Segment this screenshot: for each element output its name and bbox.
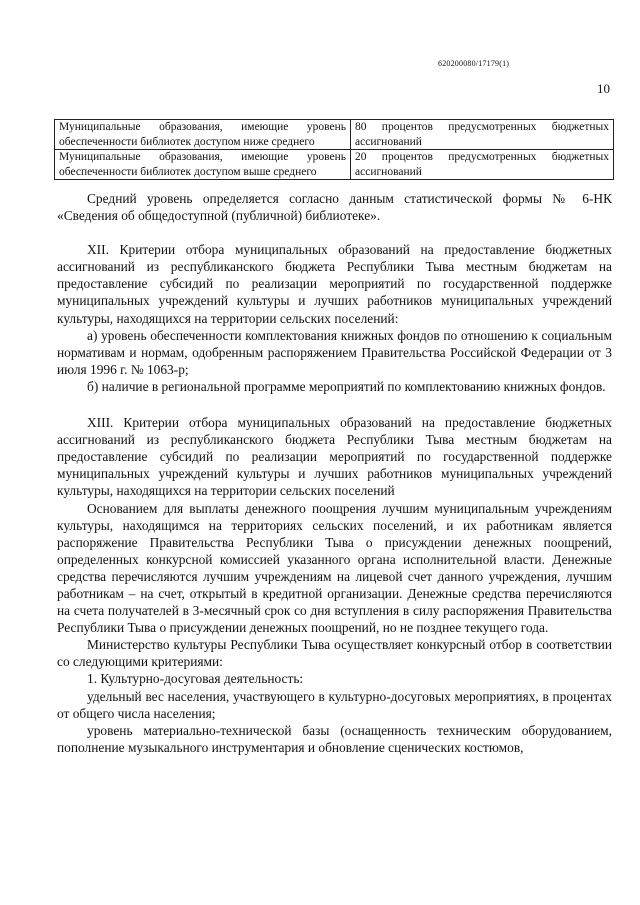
criterion-a: а) уровень обеспеченности комплектования книжных фондов по отношению к социальным нормативам и нормам, одобренным распоряжением Правительства Российской Федерации от 3 июля 1996 г. № 1063-р; [57, 327, 612, 377]
criterion-b: б) наличие в региональной программе мероприятий по комплектованию книжных фондов. [87, 378, 606, 394]
section-xiii-heading: XIII. Критерии отбора муниципальных образований на предоставление бюджетных ассигнований из республиканского бюджета Республики Тыва местным бюджетам на предоставление субсидий по реализации мероприятий по государственной поддержке муниципальных учреждений культуры и лучших работников муниципальных учреждений культуры, находящихся на территории сельских поселений [57, 415, 612, 499]
criterion-material-base: уровень материально-технической базы (оснащенность техническим оборудованием, пополнение музыкального инструментария и обновление сценических костюмов, [57, 722, 612, 755]
section-xii-heading: XII. Критерии отбора муниципальных образований на предоставление бюджетных ассигнований из республиканского бюджета Республики Тыва местным бюджетам на предоставление субсидий по реализации мероприятий по государственной поддержке муниципальных учреждений культуры и лучших работников муниципальных учреждений культуры, находящихся на территории сельских поселений: [57, 242, 612, 326]
table-cell-category: Муниципальные образования, имеющие уровень обеспеченности библиотек доступом ниже среднего [55, 120, 351, 150]
table-cell-share: 80 процентов предусмотренных бюджетных ассигнований [351, 120, 614, 150]
table-cell-share: 20 процентов предусмотренных бюджетных ассигнований [351, 150, 614, 180]
criterion-participation-share: удельный вес населения, участвующего в культурно-досуговых мероприятиях, в процентах от общего числа населения; [57, 688, 612, 721]
paragraph-payment-basis: Основанием для выплаты денежного поощрения лучшим муниципальным учреждениям культуры, находящимся на территориях сельских поселений, и их работникам является распоряжение Правительства Республики Тыва о присуждении денежных поощрений, определенных конкурсной комиссией указанного органа исполнительной власти. Денежные средства перечисляются лучшим учреждениям на лицевой счет данного учреждения, лучшим работникам – на счет, открытый в кредитной организации. Денежные средства перечисляются на счета получателей в 3-месячный срок со дня вступления в силу распоряжения Правительства Республики Тыва о присуждении денежных поощрений, но не позднее текущего года. [57, 500, 612, 636]
table-row [55, 150, 614, 180]
budget-allocation-table [54, 119, 614, 180]
document-code: 620200080/17179(1) [438, 59, 510, 68]
table-cell-category: Муниципальные образования, имеющие уровень обеспеченности библиотек доступом выше среднего [55, 150, 351, 180]
criterion-cultural-leisure: 1. Культурно-досуговая деятельность: [87, 671, 304, 687]
table-row [55, 120, 614, 150]
paragraph-ministry-selection: Министерство культуры Республики Тыва осуществляет конкурсный отбор в соответствии со следующими критериями: [57, 637, 612, 670]
paragraph-average-level: Средний уровень определяется согласно данным статистической формы № 6-НК «Сведения об общедоступной (публичной) библиотеке». [57, 191, 612, 224]
page-number: 10 [597, 81, 610, 96]
document-body [57, 190, 612, 756]
